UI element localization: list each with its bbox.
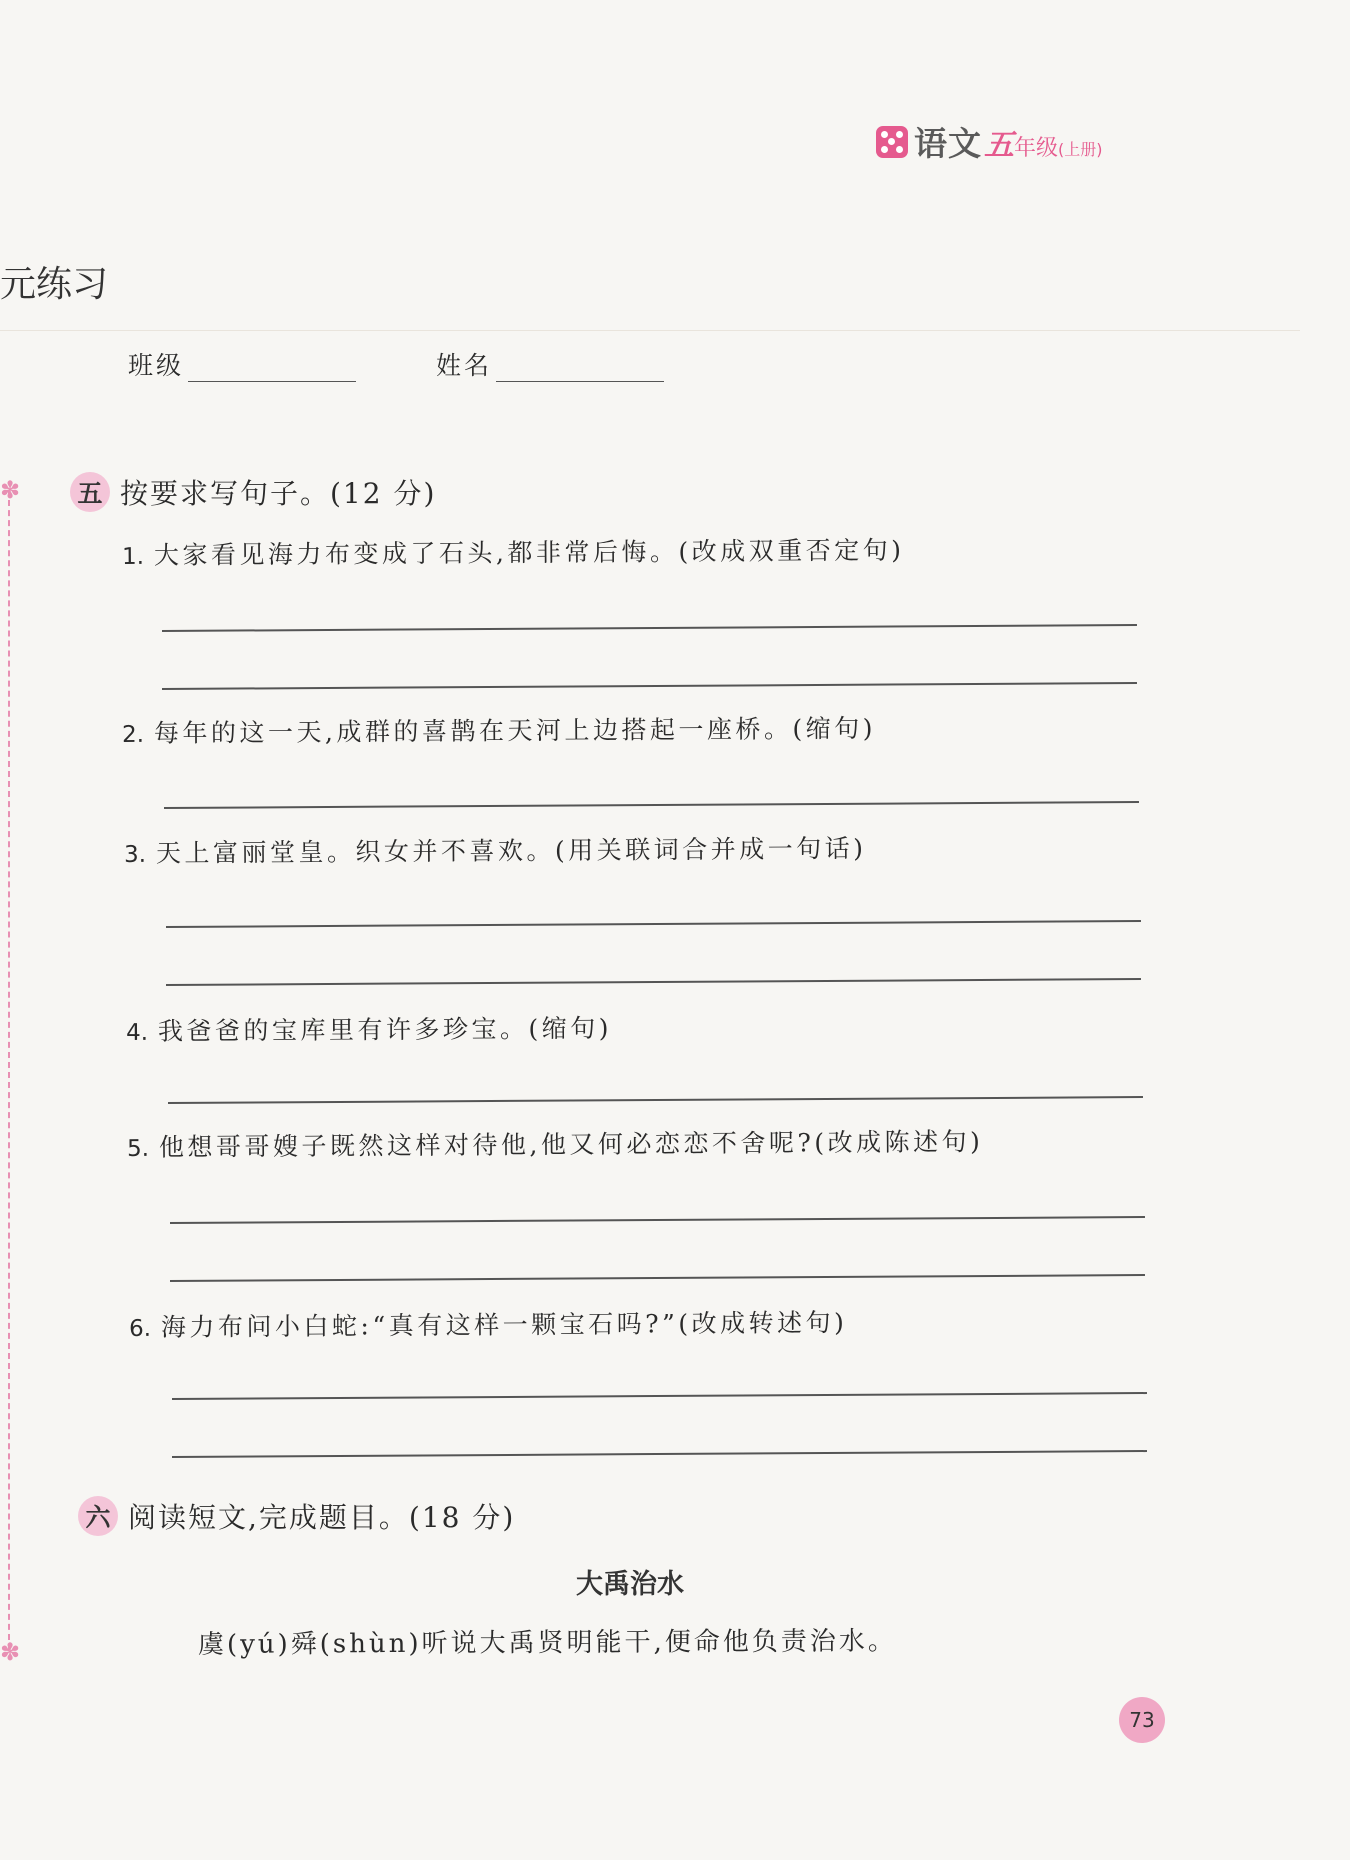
flower-icon: ✽ — [0, 476, 21, 504]
question-3: 3. 天上富丽堂皇。织女并不喜欢。(用关联词合并成一句话) — [123, 833, 867, 868]
dice-logo-icon — [876, 126, 908, 158]
answer-line-4a[interactable] — [168, 1096, 1143, 1103]
brand-volume: (上册) — [1058, 140, 1103, 159]
answer-line-6b[interactable] — [172, 1450, 1147, 1457]
section-6-badge: 六 — [78, 1496, 118, 1536]
name-label: 姓名 — [436, 351, 493, 380]
question-4: 4. 我爸爸的宝库里有许多珍宝。(缩句) — [125, 1013, 613, 1046]
page-number: 73 — [1119, 1697, 1165, 1743]
section-5-title: 按要求写句子。(12 分) — [120, 477, 437, 510]
name-blank[interactable] — [496, 351, 664, 382]
answer-line-1b[interactable] — [162, 682, 1137, 689]
section-6-title: 阅读短文,完成题目。(18 分) — [128, 1501, 516, 1534]
answer-line-5b[interactable] — [170, 1274, 1145, 1281]
class-field[interactable] — [128, 346, 356, 382]
answer-line-5a[interactable] — [170, 1216, 1145, 1223]
answer-line-3b[interactable] — [166, 978, 1141, 985]
section-5-badge: 五 — [70, 472, 110, 512]
question-1: 1. 大家看见海力布变成了石头,都非常后悔。(改成双重否定句) — [121, 535, 905, 570]
brand-grade-number: 五 — [984, 128, 1014, 163]
class-label: 班级 — [128, 351, 185, 380]
header-divider — [0, 330, 1300, 331]
answer-line-3a[interactable] — [166, 920, 1141, 927]
answer-line-1a[interactable] — [162, 624, 1137, 631]
flower-icon: ✽ — [0, 1638, 21, 1666]
section-6-header — [78, 1496, 515, 1536]
answer-line-6a[interactable] — [172, 1392, 1147, 1399]
answer-line-2a[interactable] — [164, 801, 1139, 808]
brand-grade-label: 年级 — [1014, 136, 1059, 161]
article-paragraph: 虞(yú)舜(shùn)听说大禹贤明能干,便命他负责治水。 — [197, 1626, 897, 1660]
name-field[interactable] — [436, 346, 664, 382]
question-6: 6. 海力布问小白蛇:“真有这样一颗宝石吗?”(改成转述句) — [128, 1307, 848, 1342]
article-title: 大禹治水 — [576, 1569, 684, 1600]
brand-subject: 语文 — [914, 124, 982, 163]
brand-header — [876, 118, 1103, 165]
section-5-header — [70, 472, 436, 512]
class-blank[interactable] — [188, 351, 356, 382]
question-5: 5. 他想哥哥嫂子既然这样对待他,他又何必恋恋不舍呢?(改成陈述句) — [126, 1127, 984, 1162]
margin-dashed-line — [8, 490, 10, 1650]
unit-title: 元练习 — [0, 264, 109, 305]
question-2: 2. 每年的这一天,成群的喜鹊在天河上边搭起一座桥。(缩句) — [121, 713, 877, 748]
